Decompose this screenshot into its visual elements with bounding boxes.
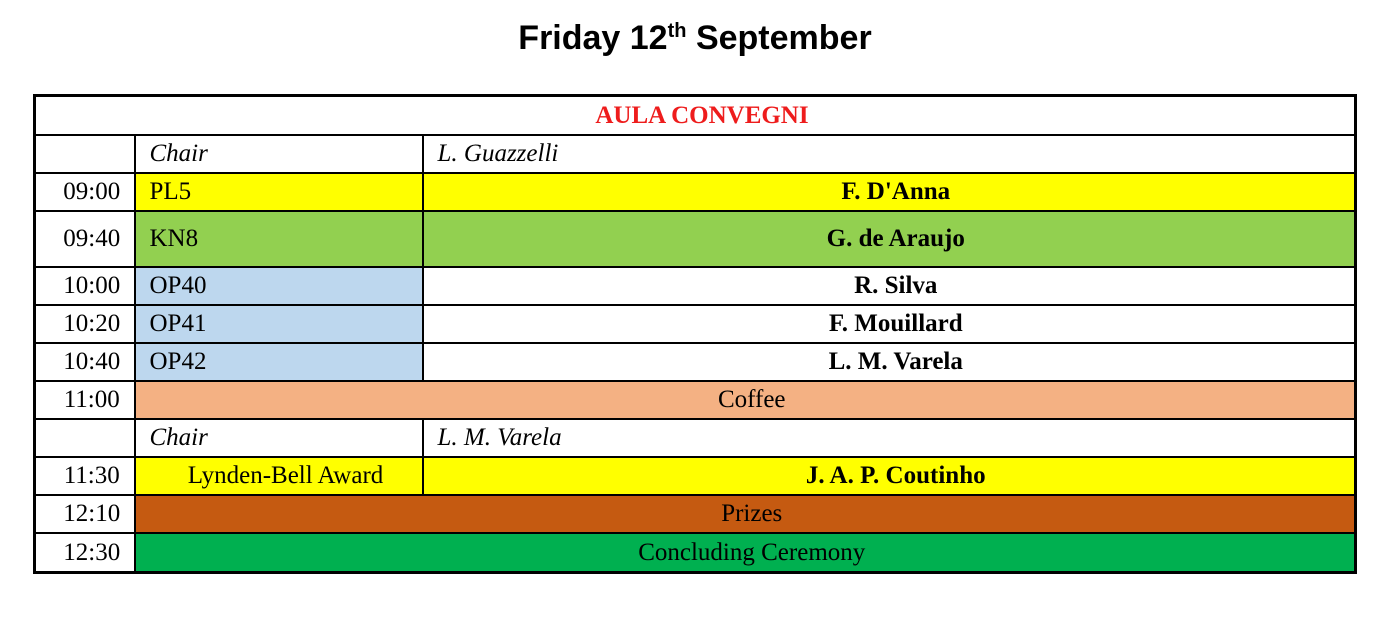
chair-name: L. Guazzelli [423,135,1356,173]
talk-code: KN8 [135,211,423,267]
talk-code: PL5 [135,173,423,211]
ceremony-row [35,533,1356,573]
chair-row [35,419,1356,457]
chair-row [35,135,1356,173]
schedule-table [33,94,1357,574]
chair-label: Chair [135,419,423,457]
talk-code: OP42 [135,343,423,381]
time-cell: 10:00 [35,267,135,305]
speaker-name: L. M. Varela [423,343,1356,381]
table-row [35,173,1356,211]
coffee-break: Coffee [135,381,1356,419]
table-row [35,343,1356,381]
time-cell: 10:40 [35,343,135,381]
coffee-row [35,381,1356,419]
table-row [35,211,1356,267]
time-cell: 10:20 [35,305,135,343]
time-cell: 09:40 [35,211,135,267]
speaker-name: F. Mouillard [423,305,1356,343]
time-cell: 09:00 [35,173,135,211]
talk-code: OP41 [135,305,423,343]
title-main: Friday 12 [518,19,668,57]
chair-name: L. M. Varela [423,419,1356,457]
time-cell: 12:10 [35,495,135,533]
speaker-name: G. de Araujo [423,211,1356,267]
time-cell-empty [35,135,135,173]
speaker-name: R. Silva [423,267,1356,305]
time-cell: 12:30 [35,533,135,573]
room-title: AULA CONVEGNI [35,96,1356,136]
talk-code: Lynden-Bell Award [135,457,423,495]
title-ordinal-suffix: th [667,20,687,42]
page-title [0,16,1390,60]
title-month: September [686,19,872,57]
table-row [35,267,1356,305]
table-row [35,305,1356,343]
time-cell: 11:30 [35,457,135,495]
speaker-name: J. A. P. Coutinho [423,457,1356,495]
time-cell: 11:00 [35,381,135,419]
talk-code: OP40 [135,267,423,305]
chair-label: Chair [135,135,423,173]
prizes-session: Prizes [135,495,1356,533]
time-cell-empty [35,419,135,457]
room-row [35,96,1356,136]
prizes-row [35,495,1356,533]
table-row [35,457,1356,495]
concluding-ceremony: Concluding Ceremony [135,533,1356,573]
speaker-name: F. D'Anna [423,173,1356,211]
